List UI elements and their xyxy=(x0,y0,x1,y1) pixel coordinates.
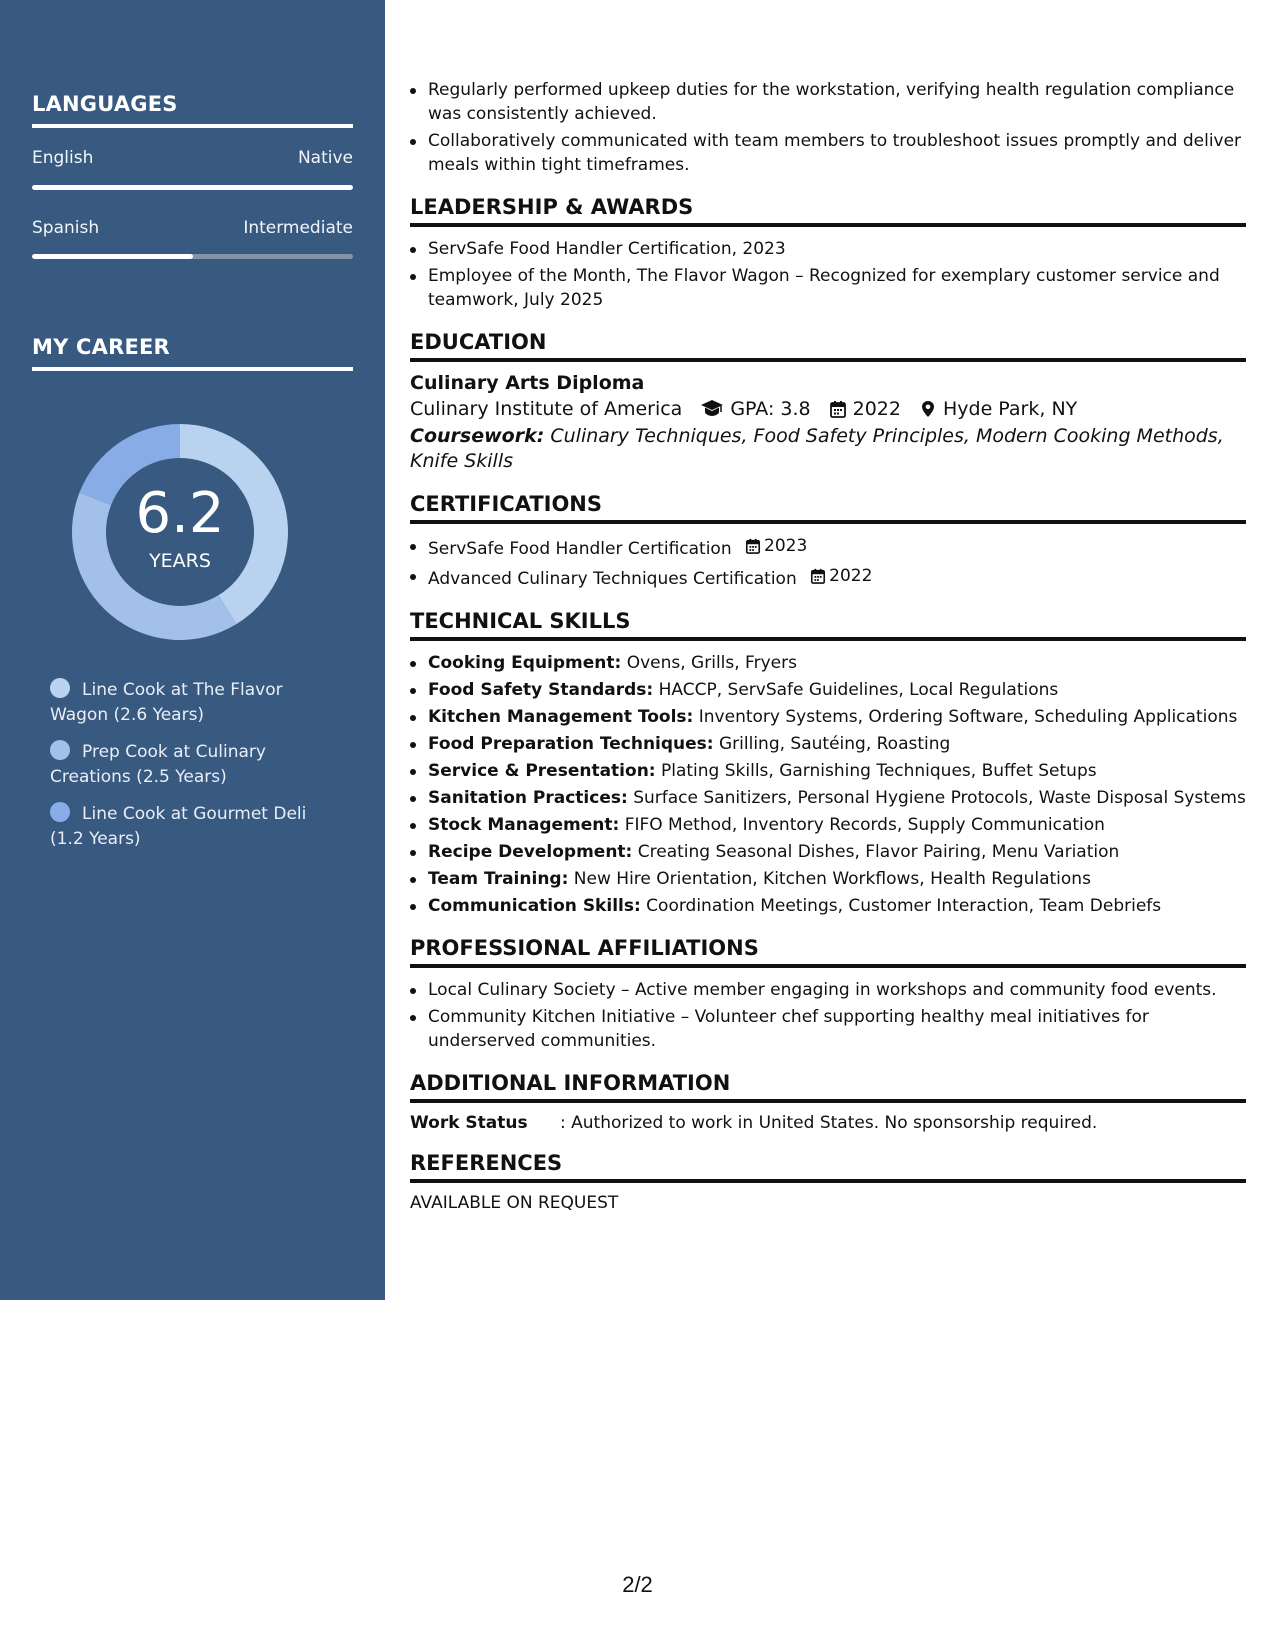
education-school: Culinary Institute of America xyxy=(410,398,683,420)
language-bar-fill xyxy=(32,254,193,259)
education-location: Hyde Park, NY xyxy=(942,398,1078,420)
career-legend-label: Line Cook at Gourmet Deli (1.2 Years) xyxy=(50,804,307,849)
certifications-list xyxy=(410,534,1246,591)
certification-year: 2023 xyxy=(764,536,808,556)
sidebar xyxy=(0,0,385,1300)
career-total-unit: YEARS xyxy=(149,550,211,572)
experience-bullets xyxy=(410,78,1246,177)
career-total-value: 6.2 xyxy=(135,481,225,546)
certification-year: 2022 xyxy=(829,566,873,586)
coursework-label: Coursework: xyxy=(410,425,545,447)
education-year: 2022 xyxy=(852,398,901,420)
technical-skills-heading: TECHNICAL SKILLS xyxy=(410,609,1246,641)
skill-value: Grilling, Sautéing, Roasting xyxy=(719,734,951,754)
language-row-english xyxy=(32,148,353,168)
skill-item xyxy=(410,678,1246,702)
language-name: English xyxy=(32,148,94,168)
work-status-label: Work Status xyxy=(410,1113,528,1133)
leadership-item: Employee of the Month, The Flavor Wagon – Recognized for exemplary customer service and teamwork, July 2025 xyxy=(410,264,1246,312)
language-level: Native xyxy=(297,148,353,168)
education-degree: Culinary Arts Diploma xyxy=(410,372,645,394)
education-coursework xyxy=(410,424,1246,474)
affiliation-item: Local Culinary Society – Active member engaging in workshops and community food events. xyxy=(410,978,1246,1002)
language-bar-fill xyxy=(32,185,353,190)
career-legend-item xyxy=(50,678,320,728)
skill-value: Plating Skills, Garnishing Techniques, Buffet Setups xyxy=(661,761,1097,781)
skill-item xyxy=(410,651,1246,675)
main-content xyxy=(410,78,1246,1213)
language-name: Spanish xyxy=(32,218,100,238)
coursework-text: Culinary Techniques, Food Safety Principles, Modern Cooking Methods, Knife Skills xyxy=(410,425,1224,472)
career-legend xyxy=(50,678,320,864)
calendar-icon xyxy=(810,568,826,584)
language-bar-english xyxy=(32,185,353,190)
skill-value: Inventory Systems, Ordering Software, Scheduling Applications xyxy=(698,707,1238,727)
experience-bullet: Collaboratively communicated with team members to troubleshoot issues promptly and deliver meals within tight timeframes. xyxy=(410,129,1246,177)
legend-dot-icon xyxy=(50,740,70,760)
technical-skills-list xyxy=(410,651,1246,918)
skill-value: Creating Seasonal Dishes, Flavor Pairing, Menu Variation xyxy=(637,842,1120,862)
skill-item xyxy=(410,786,1246,810)
certification-year-group xyxy=(810,564,872,588)
legend-dot-icon xyxy=(50,678,70,698)
certification-item xyxy=(410,534,1246,561)
skill-item xyxy=(410,894,1246,918)
affiliations-heading: PROFESSIONAL AFFILIATIONS xyxy=(410,936,1246,968)
leadership-heading: LEADERSHIP & AWARDS xyxy=(410,195,1246,227)
additional-info-heading: ADDITIONAL INFORMATION xyxy=(410,1071,1246,1103)
skill-value: FIFO Method, Inventory Records, Supply Communication xyxy=(624,815,1105,835)
skill-item xyxy=(410,705,1246,729)
experience-bullet: Regularly performed upkeep duties for the workstation, verifying health regulation compliance was consistently achieved. xyxy=(410,78,1246,126)
education-heading: EDUCATION xyxy=(410,330,1246,362)
skill-value: New Hire Orientation, Kitchen Workflows, Health Regulations xyxy=(573,869,1091,889)
language-row-spanish xyxy=(32,218,353,238)
certifications-heading: CERTIFICATIONS xyxy=(410,492,1246,524)
skill-label: Stock Management: xyxy=(428,815,620,835)
career-legend-label: Line Cook at The Flavor Wagon (2.6 Years) xyxy=(50,680,283,725)
certification-item xyxy=(410,564,1246,591)
location-pin-icon xyxy=(919,400,937,418)
work-status-value: : Authorized to work in United States. No sponsorship required. xyxy=(560,1113,1098,1133)
skill-label: Communication Skills: xyxy=(428,896,641,916)
references-text: AVAILABLE ON REQUEST xyxy=(410,1193,619,1213)
career-legend-item xyxy=(50,740,320,790)
affiliations-list xyxy=(410,978,1246,1053)
skill-value: Ovens, Grills, Fryers xyxy=(626,653,797,673)
certification-name: ServSafe Food Handler Certification xyxy=(428,539,732,559)
skill-label: Food Preparation Techniques: xyxy=(428,734,714,754)
skill-item xyxy=(410,813,1246,837)
skill-label: Service & Presentation: xyxy=(428,761,656,781)
education-gpa: GPA: 3.8 xyxy=(730,398,811,420)
leadership-list xyxy=(410,237,1246,312)
legend-dot-icon xyxy=(50,802,70,822)
skill-label: Cooking Equipment: xyxy=(428,653,622,673)
skill-label: Kitchen Management Tools: xyxy=(428,707,694,727)
education-details xyxy=(410,398,1246,420)
skill-label: Team Training: xyxy=(428,869,569,889)
language-level: Intermediate xyxy=(243,218,353,238)
leadership-item: ServSafe Food Handler Certification, 2023 xyxy=(410,237,1246,261)
skill-value: Surface Sanitizers, Personal Hygiene Protocols, Waste Disposal Systems xyxy=(633,788,1246,808)
donut-center xyxy=(66,418,294,646)
skill-label: Recipe Development: xyxy=(428,842,633,862)
graduation-cap-icon xyxy=(700,399,724,419)
career-heading: MY CAREER xyxy=(32,335,353,371)
calendar-icon xyxy=(829,400,847,418)
skill-label: Food Safety Standards: xyxy=(428,680,654,700)
calendar-icon xyxy=(745,538,761,554)
skill-value: Coordination Meetings, Customer Interaction, Team Debriefs xyxy=(646,896,1162,916)
career-donut-chart xyxy=(66,418,294,646)
languages-heading: LANGUAGES xyxy=(32,92,353,128)
skill-value: HACCP, ServSafe Guidelines, Local Regulations xyxy=(658,680,1059,700)
work-status-row xyxy=(410,1113,1246,1133)
certification-year-group xyxy=(745,534,807,558)
references-heading: REFERENCES xyxy=(410,1151,1246,1183)
skill-item xyxy=(410,840,1246,864)
skill-label: Sanitation Practices: xyxy=(428,788,628,808)
skill-item xyxy=(410,732,1246,756)
skill-item xyxy=(410,759,1246,783)
language-bar-spanish xyxy=(32,254,353,259)
career-legend-item xyxy=(50,802,320,852)
certification-name: Advanced Culinary Techniques Certification xyxy=(428,569,797,589)
skill-item xyxy=(410,867,1246,891)
page-number: 2/2 xyxy=(622,1572,653,1597)
career-legend-label: Prep Cook at Culinary Creations (2.5 Years) xyxy=(50,742,266,787)
affiliation-item: Community Kitchen Initiative – Volunteer chef supporting healthy meal initiatives for underserved communities. xyxy=(410,1005,1246,1053)
